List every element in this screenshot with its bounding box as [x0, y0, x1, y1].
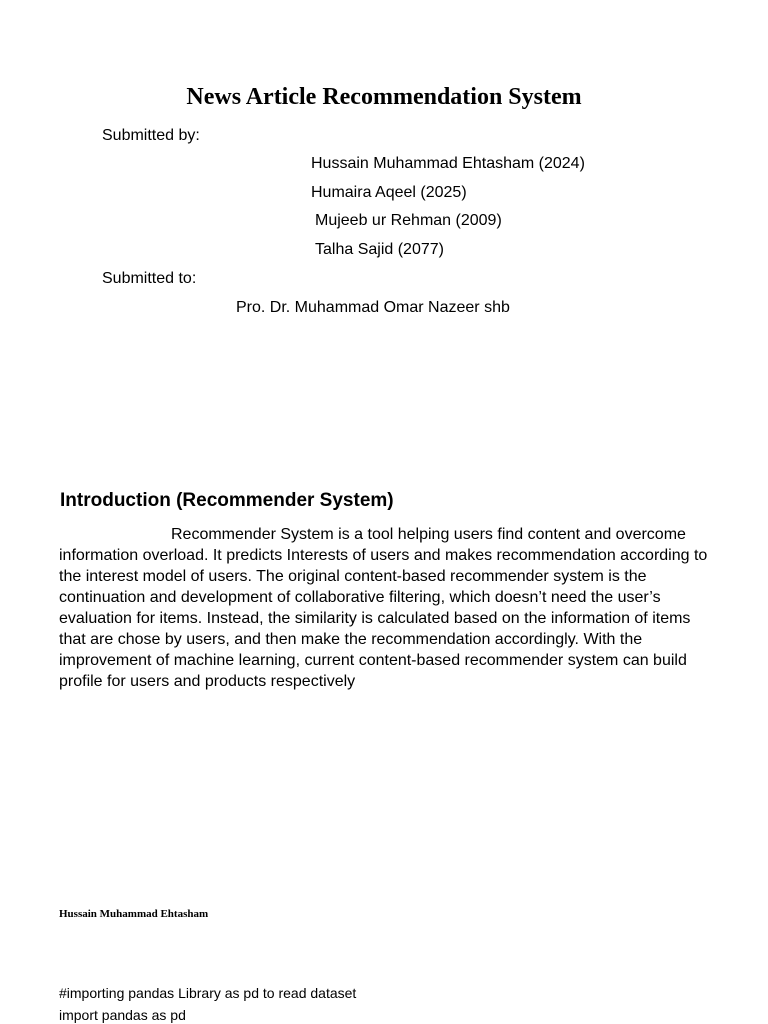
submitted-to-label: Submitted to:	[102, 270, 197, 287]
member-name: Hussain Muhammad Ehtasham (2024)	[311, 155, 585, 172]
member-name: Talha Sajid (2077)	[315, 241, 444, 258]
member-name: Mujeeb ur Rehman (2009)	[315, 212, 502, 229]
code-import-line: import pandas as pd	[59, 1007, 186, 1023]
submitted-by-label: Submitted by:	[102, 127, 200, 144]
member-name: Humaira Aqeel (2025)	[311, 184, 467, 201]
code-comment-line: #importing pandas Library as pd to read dataset	[59, 985, 357, 1001]
supervisor-name: Pro. Dr. Muhammad Omar Nazeer shb	[236, 299, 510, 316]
intro-heading: Introduction (Recommender System)	[60, 490, 394, 511]
author-signature: Hussain Muhammad Ehtasham	[59, 908, 209, 920]
intro-paragraph: Recommender System is a tool helping users find content and overcome information overload. It predicts Interests of users and makes recommendation according to the interest model of users. The original content-based recommender system is the continuation and development of collaborative filtering, which doesn’t need the user’s evaluation for items. Instead, the similarity is calculated based on the information of items that are chose by users, and then make the recommendation accordingly. With the improvement of machine learning, current content-based recommender system can build profile for users and products respectively	[59, 526, 708, 690]
document-title: News Article Recommendation System	[186, 84, 582, 110]
